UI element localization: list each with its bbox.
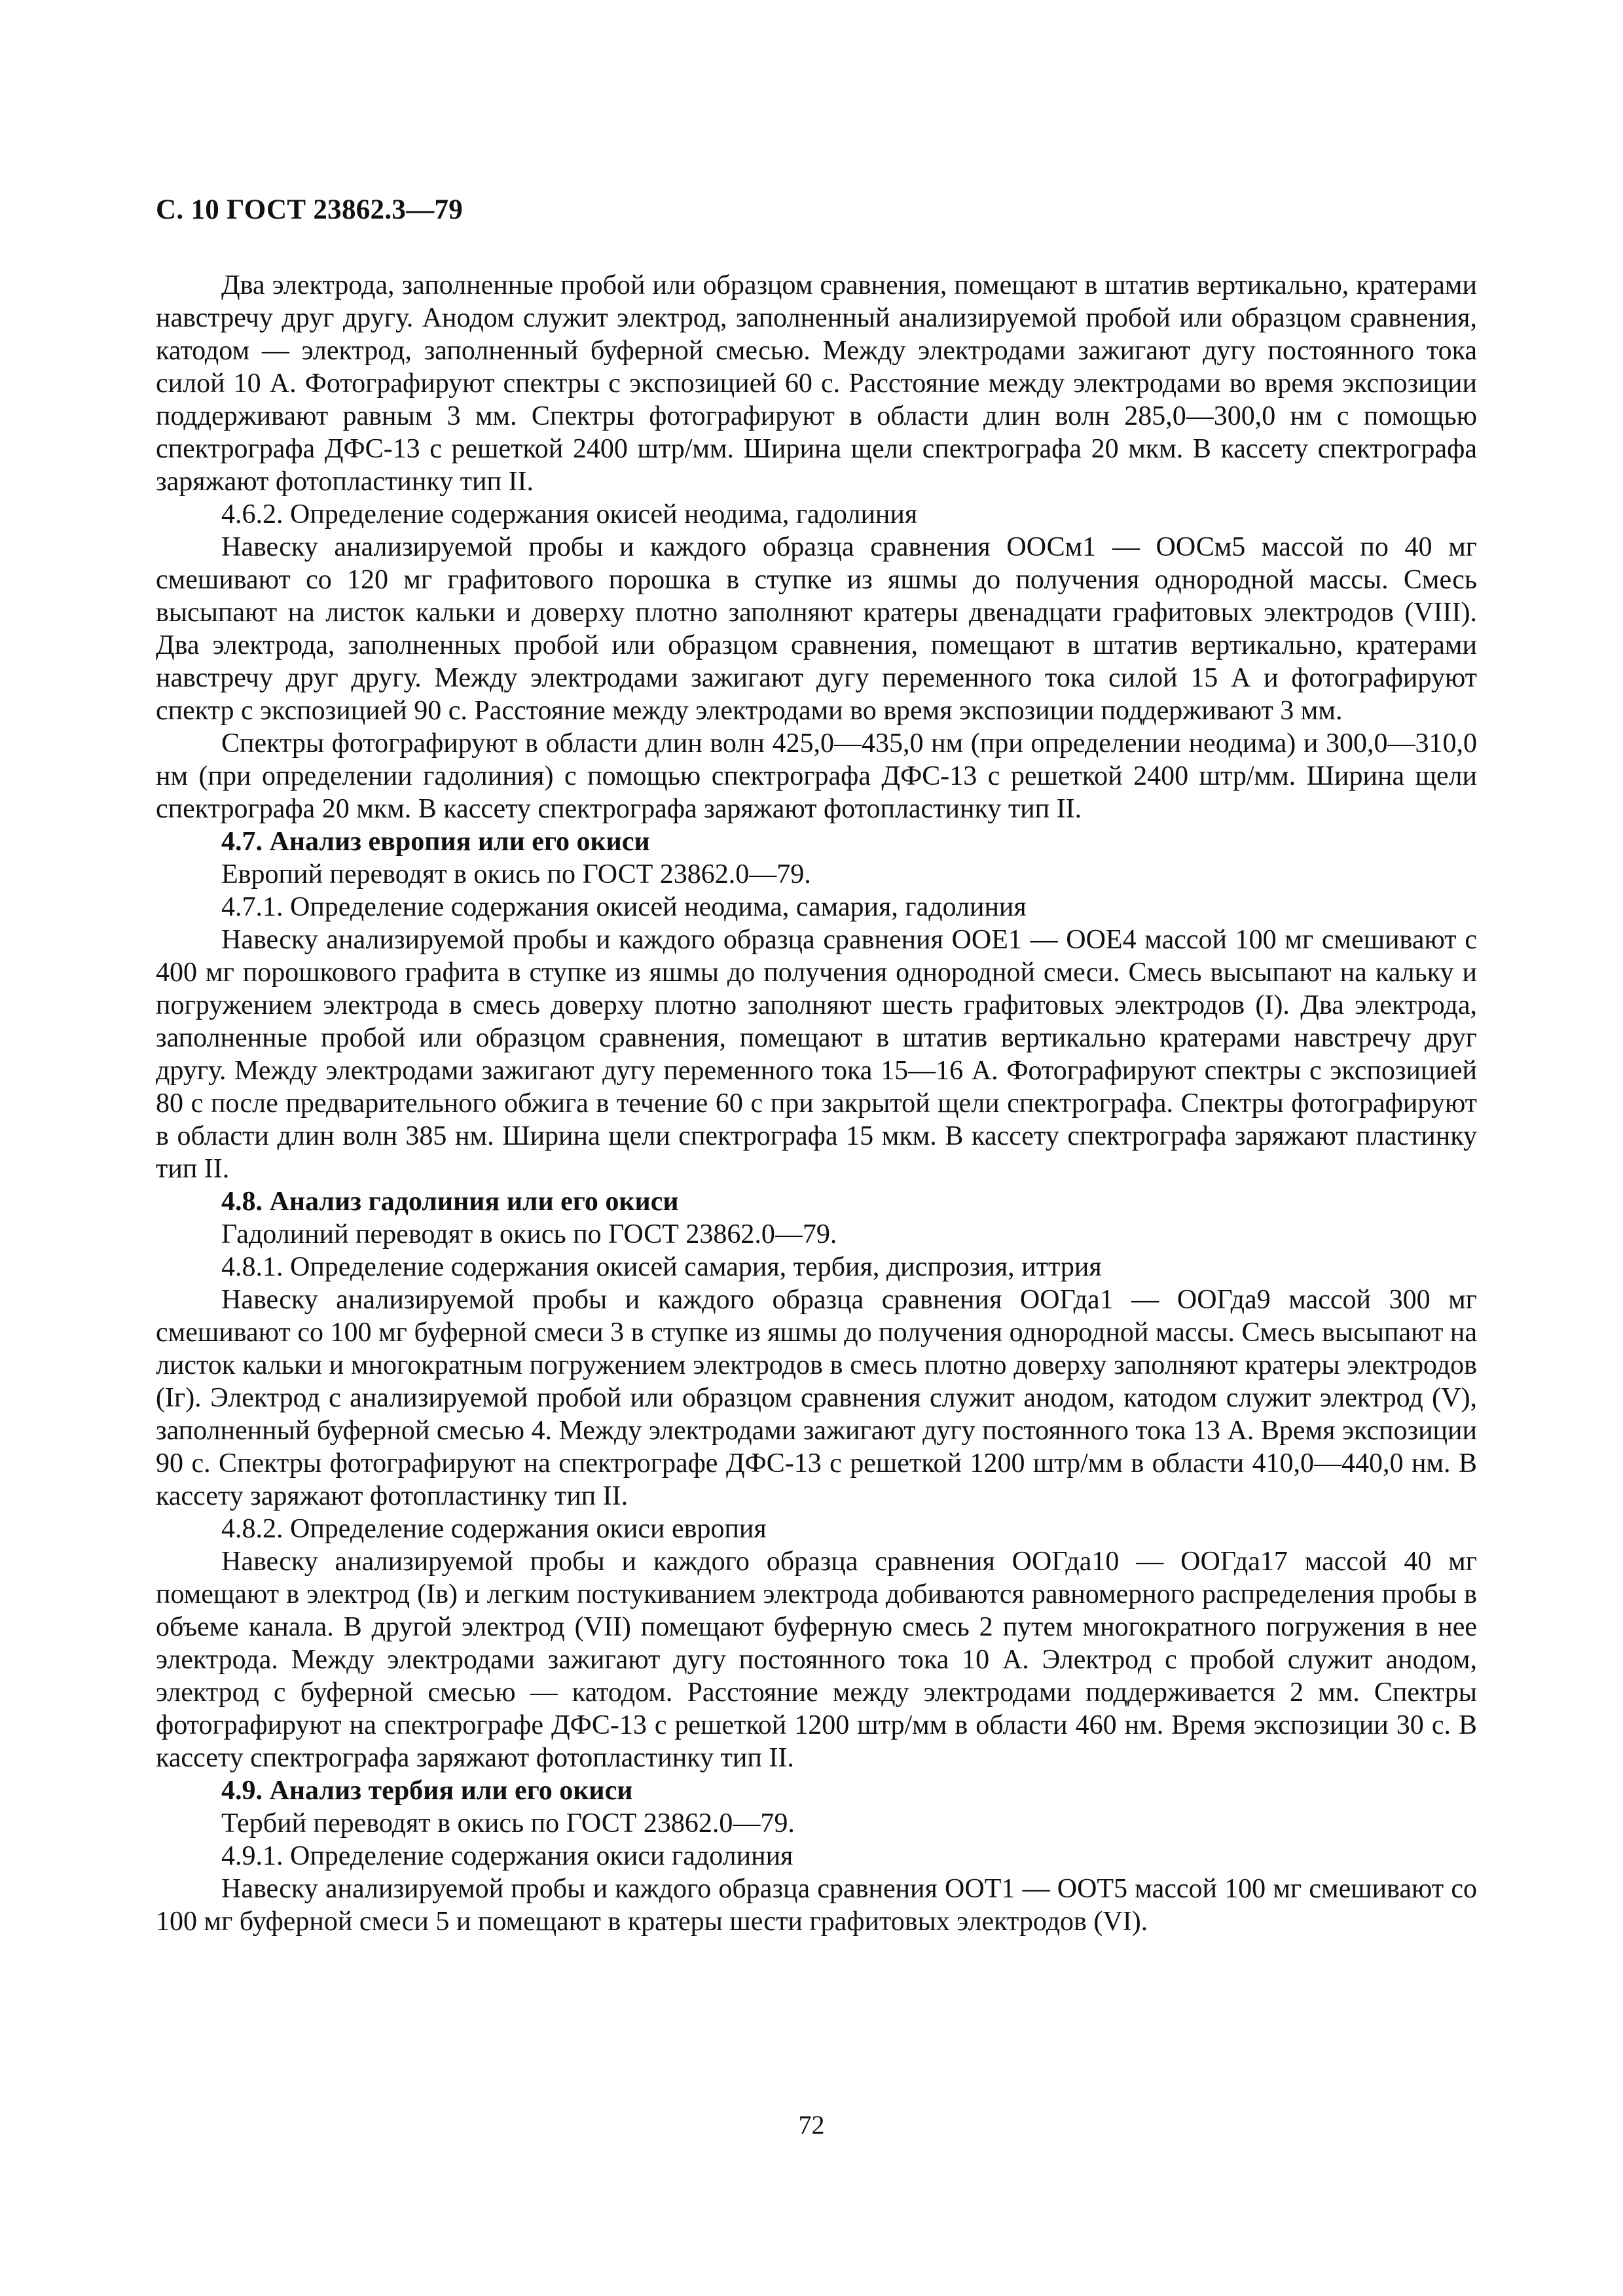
paragraph: Навеску анализируемой пробы и каждого образца сравнения ООГда10 — ООГда17 массой 40 мг помещают в электрод (Iв) и легким постукиванием электрода добиваются равномерного распределения пробы в объеме канала. В другой электрод (VII) помещают буферную смесь 2 путем многократного погружения в нее электрода. Между электродами зажигают дугу постоянного тока 10 А. Электрод с пробой служит анодом, электрод с буферной смесью — катодом. Расстояние между электродами поддерживается 2 мм. Спектры фотографируют на спектрографе ДФС-13 с решеткой 1200 штр/мм в области 460 нм. Время экспозиции 30 с. В кассету спектрографа заряжают фотопластинку тип II. [156, 1547, 1477, 1773]
subsection-title: 4.7.1. Определение содержания окисей неодима, самария, гадолиния [221, 892, 1027, 922]
section-heading: 4.8. Анализ гадолиния или его окиси [221, 1187, 679, 1217]
subsection-title: 4.8.1. Определение содержания окисей самария, тербия, диспрозия, иттрия [221, 1252, 1102, 1282]
paragraph: Навеску анализируемой пробы и каждого образца сравнения ООЕ1 — ООЕ4 массой 100 мг смешивают с 400 мг порошкового графита в ступке из яшмы до получения однородной смеси. Смесь высыпают на кальку и погружением электрода в смесь доверху плотно заполняют шесть графитовых электродов (I). Два электрода, заполненные пробой или образцом сравнения, помещают в штатив вертикально кратерами навстречу друг другу. Между электродами зажигают дугу переменного тока 15—16 А. Фотографируют спектры с экспозицией 80 с после предварительного обжига в течение 60 с при закрытой щели спектрографа. Спектры фотографируют в области длин волн 385 нм. Ширина щели спектрографа 15 мкм. В кассету спектрографа заряжают пластинку тип II. [156, 925, 1477, 1184]
paragraph: Два электрода, заполненные пробой или образцом сравнения, помещают в штатив вертикально, кратерами навстречу друг другу. Анодом служит электрод, заполненный анализируемой пробой или образцом сравнения, катодом — электрод, заполненный буферной смесью. Между электродами зажигают дугу постоянного тока силой 10 А. Фотографируют спектры с экспозицией 60 с. Расстояние между электродами во время экспозиции поддерживают равным 3 мм. Спектры фотографируют в области длин волн 285,0—300,0 нм с помощью спектрографа ДФС-13 с решеткой 2400 штр/мм. Ширина щели спектрографа 20 мкм. В кассету спектрографа заряжают фотопластинку тип II. [156, 270, 1477, 497]
paragraph: Тербий переводят в окись по ГОСТ 23862.0—79. [221, 1808, 795, 1839]
subsection-title: 4.6.2. Определение содержания окисей неодима, гадолиния [221, 499, 918, 529]
page-number: 72 [798, 2110, 825, 2140]
page-header: С. 10 ГОСТ 23862.3—79 [156, 194, 464, 225]
paragraph: Гадолиний переводят в окись по ГОСТ 23862.0—79. [221, 1219, 837, 1249]
paragraph: Навеску анализируемой пробы и каждого образца сравнения ООГда1 — ООГда9 массой 300 мг смешивают со 100 мг буферной смеси 3 в ступке из яшмы до получения однородной массы. Смесь высыпают на листок кальки и многократным погружением электродов в смесь плотно доверху заполняют кратеры электродов (Iг). Электрод с анализируемой пробой или образцом сравнения служит анодом, катодом служит электрод (V), заполненный буферной смесью 4. Между электродами зажигают дугу постоянного тока 13 А. Время экспозиции 90 с. Спектры фотографируют на спектрографе ДФС-13 с решеткой 1200 штр/мм в области 410,0—440,0 нм. В кассету заряжают фотопластинку тип II. [156, 1285, 1477, 1511]
subsection-title: 4.8.2. Определение содержания окиси европия [221, 1514, 767, 1544]
document-body [156, 269, 1477, 1938]
subsection-title: 4.9.1. Определение содержания окиси гадолиния [221, 1841, 793, 1871]
paragraph: Навеску анализируемой пробы и каждого образца сравнения ООТ1 — ООТ5 массой 100 мг смешивают со 100 мг буферной смеси 5 и помещают в кратеры шести графитовых электродов (VI). [156, 1874, 1477, 1937]
paragraph: Спектры фотографируют в области длин волн 425,0—435,0 нм (при определении неодима) и 300,0—310,0 нм (при определении гадолиния) с помощью спектрографа ДФС-13 с решеткой 2400 штр/мм. Ширина щели спектрографа 20 мкм. В кассету спектрографа заряжают фотопластинку тип II. [156, 728, 1477, 824]
section-heading: 4.7. Анализ европия или его окиси [221, 827, 650, 857]
paragraph: Навеску анализируемой пробы и каждого образца сравнения ООСм1 — ООСм5 массой по 40 мг смешивают со 120 мг графитового порошка в ступке из яшмы до получения однородной массы. Смесь высыпают на листок кальки и доверху плотно заполняют кратеры двенадцати графитовых электродов (VIII). Два электрода, заполненных пробой или образцом сравнения, помещают в штатив вертикально, кратерами навстречу друг другу. Между электродами зажигают дугу переменного тока силой 15 А и фотографируют спектр с экспозицией 90 с. Расстояние между электродами во время экспозиции поддерживают 3 мм. [156, 532, 1477, 726]
section-heading: 4.9. Анализ тербия или его окиси [221, 1776, 633, 1806]
paragraph: Европий переводят в окись по ГОСТ 23862.0—79. [221, 859, 811, 889]
